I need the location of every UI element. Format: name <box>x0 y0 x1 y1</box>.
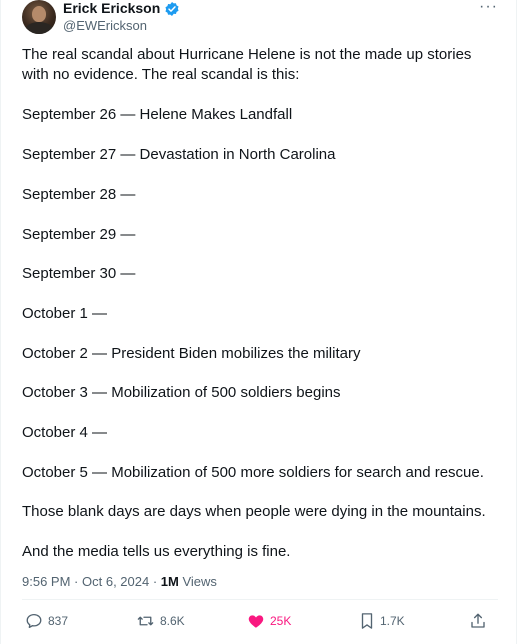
reply-icon <box>25 612 43 630</box>
timeline-line: September 30 — <box>22 265 136 282</box>
divider <box>22 599 498 600</box>
meta-separator: · <box>74 574 82 589</box>
views-count: 1M <box>160 574 179 589</box>
tweet-time[interactable]: 9:56 PM <box>22 574 71 589</box>
bookmark-count: 1.7K <box>380 614 405 628</box>
tweet-meta <box>22 574 217 590</box>
timeline-line: September 28 — <box>22 186 136 203</box>
author-name-row <box>63 0 180 17</box>
like-count: 25K <box>270 614 292 628</box>
meta-separator: · <box>152 574 161 589</box>
avatar[interactable] <box>22 0 56 34</box>
timeline-line: October 2 — President Biden mobilizes the military <box>22 345 361 362</box>
bookmark-button[interactable] <box>359 612 405 630</box>
tweet-date[interactable]: Oct 6, 2024 <box>82 574 150 589</box>
reply-button[interactable] <box>25 612 68 630</box>
tweet-closing-1: Those blank days are days when people were dying in the mountains. <box>22 503 486 520</box>
avatar-shoulders <box>25 22 53 34</box>
verified-badge-icon[interactable] <box>164 1 180 17</box>
timeline-line: September 26 — Helene Makes Landfall <box>22 106 293 123</box>
avatar-face <box>32 6 46 22</box>
reply-count: 837 <box>48 614 69 628</box>
tweet-closing-2: And the media tells us everything is fine. <box>22 543 291 560</box>
timeline-line: October 1 — <box>22 305 108 322</box>
timeline-line: October 5 — Mobilization of 500 more soldiers for search and rescue. <box>22 464 484 481</box>
bookmark-icon <box>359 612 375 630</box>
share-icon <box>469 612 487 630</box>
repost-count: 8.6K <box>160 614 185 628</box>
timeline-line: September 27 — Devastation in North Carolina <box>22 146 336 163</box>
like-button[interactable] <box>247 612 291 630</box>
repost-button[interactable] <box>136 612 185 630</box>
share-button[interactable] <box>469 612 487 630</box>
author-display-name[interactable]: Erick Erickson <box>63 0 161 16</box>
author-handle[interactable]: @EWErickson <box>63 18 147 33</box>
timeline-line: October 3 — Mobilization of 500 soldiers begins <box>22 384 341 401</box>
repost-icon <box>136 612 155 630</box>
tweet-intro: The real scandal about Hurricane Helene is not the made up stories with no evidence. The real scandal is this: <box>22 46 472 83</box>
heart-icon <box>247 612 265 630</box>
timeline-line: September 29 — <box>22 226 136 243</box>
views-label: Views <box>182 574 217 589</box>
action-bar <box>1 612 517 636</box>
timeline-line: October 4 — <box>22 424 108 441</box>
more-options-icon[interactable]: ··· <box>479 0 498 15</box>
